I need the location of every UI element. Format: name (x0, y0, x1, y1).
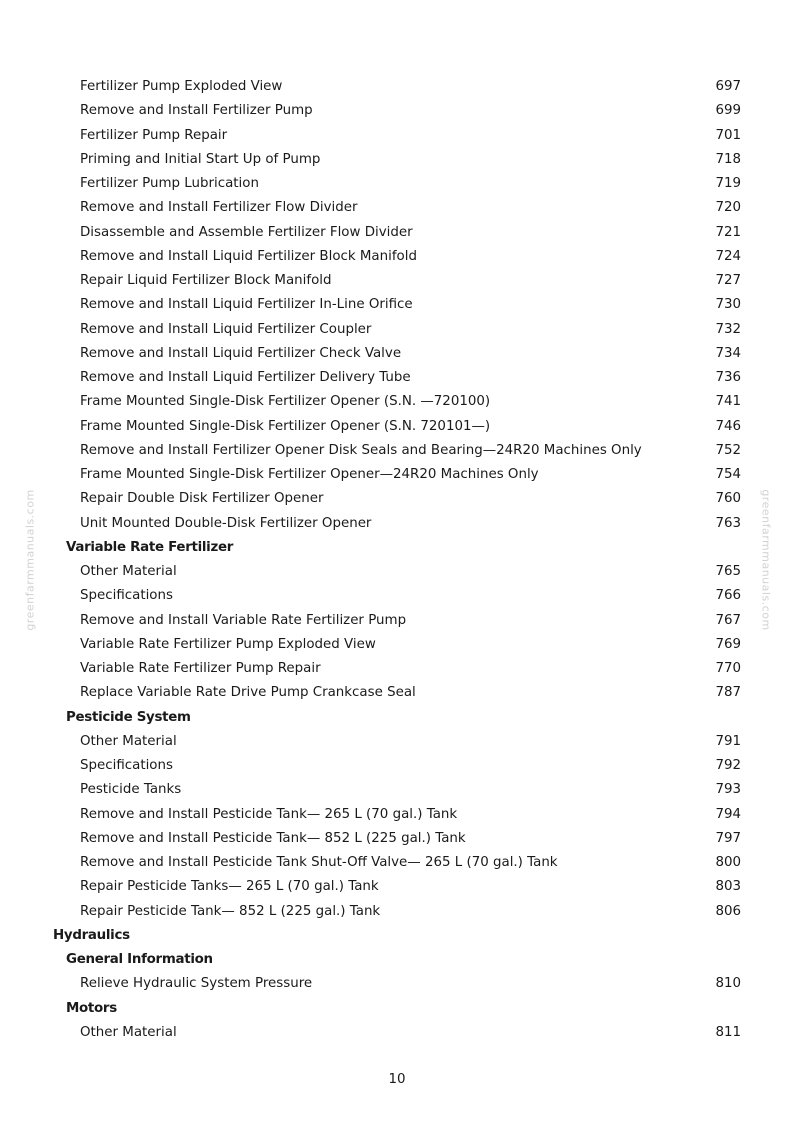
toc-entry[interactable] (0, 584, 794, 608)
toc-section-heading (0, 706, 794, 730)
toc-section-heading (0, 924, 794, 948)
toc-entry-title: Frame Mounted Single-Disk Fertilizer Opener (S.N. 720101—) (80, 418, 491, 434)
toc-entry-title: Pesticide System (66, 709, 191, 725)
toc-entry-page: 806 (715, 903, 741, 919)
toc-entry[interactable] (0, 803, 794, 827)
toc-entry-page: 770 (715, 661, 741, 676)
toc-entry-title: Remove and Install Fertilizer Pump (80, 103, 313, 119)
toc-entry[interactable] (0, 512, 794, 536)
toc-entry-page: 719 (715, 176, 741, 191)
toc-entry[interactable] (0, 900, 794, 924)
toc-entry[interactable] (0, 318, 794, 342)
toc-entry[interactable] (0, 172, 794, 196)
toc-entry[interactable] (0, 366, 794, 390)
toc-entry-page: 746 (715, 418, 741, 434)
toc-entry-page: 765 (715, 564, 741, 579)
toc-entry[interactable] (0, 221, 794, 245)
page-number: 10 (388, 1072, 406, 1087)
toc-entry[interactable] (0, 148, 794, 172)
toc-entry[interactable] (0, 245, 794, 269)
toc-entry-title: Frame Mounted Single-Disk Fertilizer Opener—24R20 Machines Only (80, 467, 539, 482)
toc-entry-title: Remove and Install Pesticide Tank— 852 L (225 gal.) Tank (80, 830, 466, 846)
toc-entry-title: Fertilizer Pump Repair (80, 127, 228, 143)
toc-entry-page: 760 (715, 491, 741, 507)
table-of-contents (0, 75, 794, 1045)
toc-entry[interactable] (0, 827, 794, 851)
toc-entry[interactable] (0, 609, 794, 633)
toc-entry-page: 792 (715, 758, 741, 773)
toc-entry-page: 718 (715, 151, 741, 167)
toc-entry-page: 769 (715, 636, 741, 652)
toc-entry-page: 721 (715, 224, 741, 240)
toc-entry-page: 734 (715, 345, 741, 361)
toc-entry[interactable] (0, 778, 794, 802)
toc-entry-title: Motors (66, 1000, 117, 1016)
toc-entry-title: Specifications (80, 758, 173, 773)
toc-entry-title: Remove and Install Liquid Fertilizer Block Manifold (80, 248, 417, 264)
toc-entry-title: Remove and Install Fertilizer Opener Disk Seals and Bearing—24R20 Machines Only (80, 442, 642, 458)
toc-entry-page: 797 (715, 830, 741, 846)
toc-entry-title: Repair Pesticide Tanks— 265 L (70 gal.) Tank (80, 879, 379, 895)
toc-entry[interactable] (0, 99, 794, 123)
toc-entry-title: Repair Pesticide Tank— 852 L (225 gal.) Tank (80, 903, 381, 919)
toc-entry-page: 741 (715, 394, 741, 410)
toc-entry[interactable] (0, 1021, 794, 1045)
toc-entry-page: 754 (715, 467, 741, 482)
toc-entry-page: 791 (715, 733, 741, 749)
toc-entry[interactable] (0, 415, 794, 439)
toc-entry-title: Remove and Install Liquid Fertilizer Coupler (80, 321, 372, 337)
toc-entry-page: 732 (715, 321, 741, 337)
toc-entry-title: Frame Mounted Single-Disk Fertilizer Opener (S.N. —720100) (80, 394, 491, 410)
toc-entry[interactable] (0, 487, 794, 511)
toc-entry[interactable] (0, 972, 794, 996)
toc-entry-title: Disassemble and Assemble Fertilizer Flow Divider (80, 224, 413, 240)
toc-entry-title: Replace Variable Rate Drive Pump Crankcase Seal (80, 685, 416, 701)
toc-entry-title: Pesticide Tanks (80, 782, 182, 798)
toc-entry-title: General Information (66, 952, 213, 967)
toc-entry-title: Fertilizer Pump Exploded View (80, 79, 283, 94)
toc-entry-page: 763 (715, 515, 741, 531)
toc-entry-page: 803 (715, 879, 741, 895)
toc-entry[interactable] (0, 851, 794, 875)
toc-entry-title: Repair Liquid Fertilizer Block Manifold (80, 273, 332, 288)
toc-entry[interactable] (0, 196, 794, 220)
toc-entry[interactable] (0, 730, 794, 754)
toc-section-heading (0, 536, 794, 560)
toc-entry-title: Remove and Install Pesticide Tank— 265 L (70 gal.) Tank (80, 806, 458, 822)
toc-entry[interactable] (0, 342, 794, 366)
toc-entry-title: Variable Rate Fertilizer Pump Repair (80, 661, 321, 676)
toc-entry-page: 730 (715, 297, 741, 313)
toc-entry[interactable] (0, 293, 794, 317)
toc-entry-title: Hydraulics (53, 927, 130, 943)
toc-entry-title: Remove and Install Variable Rate Fertilizer Pump (80, 612, 407, 628)
toc-entry-page: 724 (715, 248, 741, 264)
toc-entry[interactable] (0, 463, 794, 487)
toc-entry[interactable] (0, 439, 794, 463)
toc-entry-page: 727 (715, 273, 741, 288)
toc-entry-title: Remove and Install Liquid Fertilizer Check Valve (80, 345, 402, 361)
toc-entry[interactable] (0, 560, 794, 584)
toc-entry-page: 697 (715, 79, 741, 94)
toc-entry[interactable] (0, 681, 794, 705)
toc-entry[interactable] (0, 754, 794, 778)
toc-entry[interactable] (0, 657, 794, 681)
toc-entry-title: Relieve Hydraulic System Pressure (80, 976, 313, 992)
toc-entry-title: Variable Rate Fertilizer (66, 539, 234, 555)
toc-entry-title: Unit Mounted Double-Disk Fertilizer Opener (80, 515, 372, 531)
toc-entry-title: Remove and Install Pesticide Tank Shut-Off Valve— 265 L (70 gal.) Tank (80, 855, 558, 870)
toc-entry-title: Repair Double Disk Fertilizer Opener (80, 491, 324, 507)
toc-entry-page: 736 (715, 370, 741, 385)
toc-entry-title: Other Material (80, 733, 177, 749)
toc-entry-page: 787 (715, 685, 741, 701)
toc-entry-page: 794 (715, 806, 741, 822)
toc-entry-page: 720 (715, 200, 741, 216)
toc-entry-title: Other Material (80, 564, 177, 579)
toc-entry[interactable] (0, 633, 794, 657)
toc-section-heading (0, 997, 794, 1021)
toc-entry[interactable] (0, 269, 794, 293)
watermark-left: greenfarmmanuals.com (23, 489, 37, 631)
toc-entry-title: Specifications (80, 588, 173, 604)
toc-entry-page: 699 (715, 103, 741, 119)
toc-entry-page: 811 (715, 1024, 741, 1040)
toc-entry[interactable] (0, 875, 794, 899)
toc-entry[interactable] (0, 75, 794, 99)
toc-entry-title: Priming and Initial Start Up of Pump (80, 151, 321, 167)
toc-entry-title: Remove and Install Fertilizer Flow Divider (80, 200, 358, 216)
toc-entry-title: Variable Rate Fertilizer Pump Exploded View (80, 636, 376, 652)
toc-entry-page: 752 (715, 442, 741, 458)
toc-entry-title: Remove and Install Liquid Fertilizer In-Line Orifice (80, 297, 413, 313)
toc-section-heading (0, 948, 794, 972)
toc-entry-page: 793 (715, 782, 741, 798)
toc-entry[interactable] (0, 124, 794, 148)
toc-entry-title: Remove and Install Liquid Fertilizer Delivery Tube (80, 370, 411, 385)
toc-entry-page: 767 (715, 612, 741, 628)
toc-entry-page: 766 (715, 588, 741, 604)
toc-entry-page: 810 (715, 976, 741, 992)
toc-entry-title: Other Material (80, 1024, 177, 1040)
watermark-right: greenfarmmanuals.com (759, 489, 773, 631)
toc-entry[interactable] (0, 390, 794, 414)
toc-entry-page: 701 (715, 127, 741, 143)
toc-entry-title: Fertilizer Pump Lubrication (80, 176, 259, 191)
toc-entry-page: 800 (715, 855, 741, 870)
